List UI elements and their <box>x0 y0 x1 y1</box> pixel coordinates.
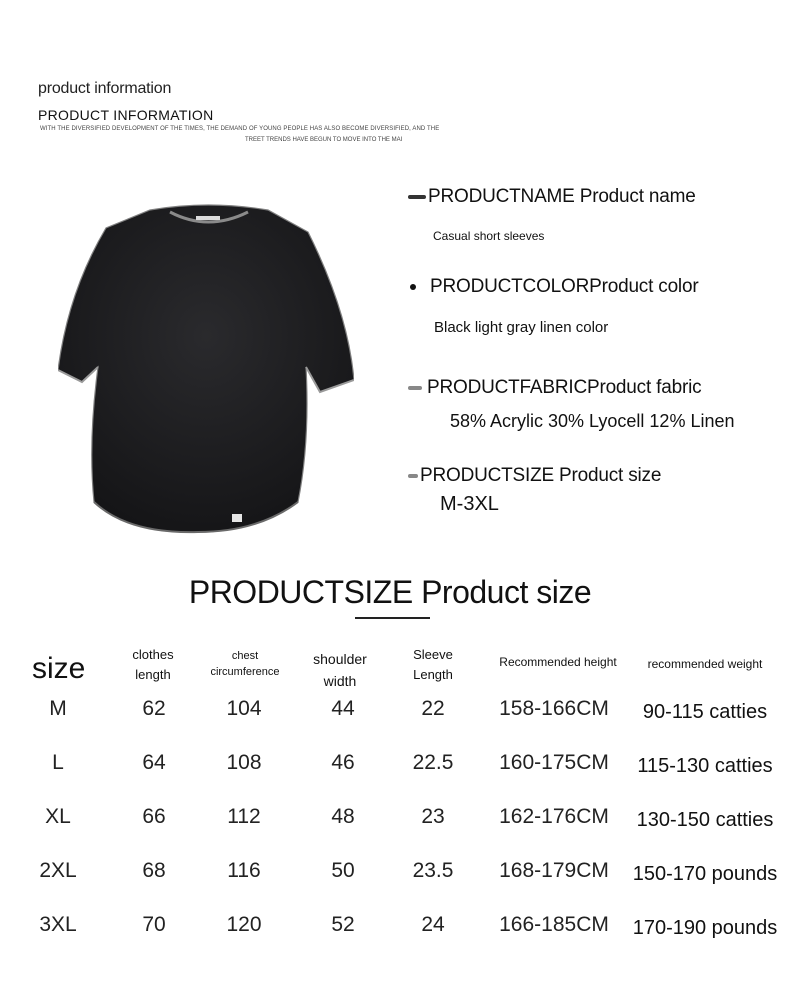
cell-length: 68 <box>142 859 166 882</box>
cell-weight: 150-170 pounds <box>632 863 778 885</box>
bullet-dot-icon <box>410 284 416 290</box>
size-chart-title: PRODUCTSIZE Product size <box>188 574 592 610</box>
header-recommended-weight: recommended weight <box>647 657 763 671</box>
cell-shoulder: 52 <box>331 913 355 936</box>
cell-shoulder: 46 <box>331 751 355 774</box>
product-name-value: Casual short sleeves <box>433 229 545 243</box>
cell-height: 160-175CM <box>499 751 609 774</box>
cell-chest: 104 <box>226 697 262 720</box>
cell-weight: 170-190 pounds <box>632 917 778 939</box>
bullet-dash-icon <box>408 474 418 478</box>
header-description-line2: TREET TRENDS HAVE BEGUN TO MOVE INTO THE MAI <box>245 137 403 143</box>
cell-length: 70 <box>142 913 166 936</box>
header-subtitle: product information <box>38 80 172 97</box>
cell-size: 3XL <box>39 913 77 936</box>
cell-weight: 115-130 catties <box>637 755 773 777</box>
title-underline <box>355 617 430 619</box>
cell-sleeve: 23 <box>421 805 445 828</box>
product-name-label: PRODUCTNAME Product name <box>408 186 696 208</box>
cell-height: 166-185CM <box>499 913 609 936</box>
bullet-dash-icon <box>408 195 426 199</box>
header-sleeve-length: Sleeve Length <box>413 647 453 682</box>
header-recommended-height: Recommended height <box>499 655 617 669</box>
cell-size: 2XL <box>39 859 77 882</box>
header-description-line1: WITH THE DIVERSIFIED DEVELOPMENT OF THE TIMES, THE DEMAND OF YOUNG PEOPLE HAS ALSO BECOME DIVERSIFIED, AND THE <box>40 126 440 132</box>
cell-chest: 116 <box>227 859 261 882</box>
cell-chest: 108 <box>226 751 262 774</box>
cell-sleeve: 23.5 <box>412 859 454 882</box>
cell-weight: 90-115 catties <box>642 701 768 723</box>
header-size: size <box>32 652 86 685</box>
cell-shoulder: 44 <box>331 697 355 720</box>
cell-height: 158-166CM <box>499 697 609 720</box>
product-shirt-image <box>58 202 354 536</box>
cell-shoulder: 48 <box>331 805 355 828</box>
cell-size: XL <box>45 805 71 828</box>
cell-sleeve: 22 <box>421 697 445 720</box>
cell-length: 62 <box>142 697 166 720</box>
cell-length: 66 <box>142 805 166 828</box>
product-color-value: Black light gray linen color <box>434 319 609 336</box>
product-fabric-value: 58% Acrylic 30% Lyocell 12% Linen <box>450 411 735 431</box>
header-chest-circumference: chest circumference <box>210 650 280 678</box>
header-title: PRODUCT INFORMATION <box>38 107 214 123</box>
header-clothes-length: clothes length <box>132 647 174 682</box>
cell-chest: 120 <box>226 913 262 936</box>
bullet-dash-icon <box>408 386 422 390</box>
product-color-label: PRODUCTCOLORProduct color <box>408 276 698 298</box>
cell-size: M <box>49 697 67 720</box>
cell-height: 168-179CM <box>499 859 609 882</box>
cell-weight: 130-150 catties <box>636 809 774 831</box>
product-size-label: PRODUCTSIZE Product size <box>408 465 661 487</box>
header-shoulder-width: shoulder width <box>313 651 367 689</box>
product-size-value: M-3XL <box>440 493 499 515</box>
cell-height: 162-176CM <box>499 805 609 828</box>
product-fabric-label: PRODUCTFABRICProduct fabric <box>408 377 701 399</box>
cell-size: L <box>52 751 64 774</box>
cell-sleeve: 22.5 <box>412 751 454 774</box>
cell-length: 64 <box>142 751 166 774</box>
cell-sleeve: 24 <box>421 913 445 936</box>
cell-chest: 112 <box>227 805 261 828</box>
cell-shoulder: 50 <box>331 859 355 882</box>
